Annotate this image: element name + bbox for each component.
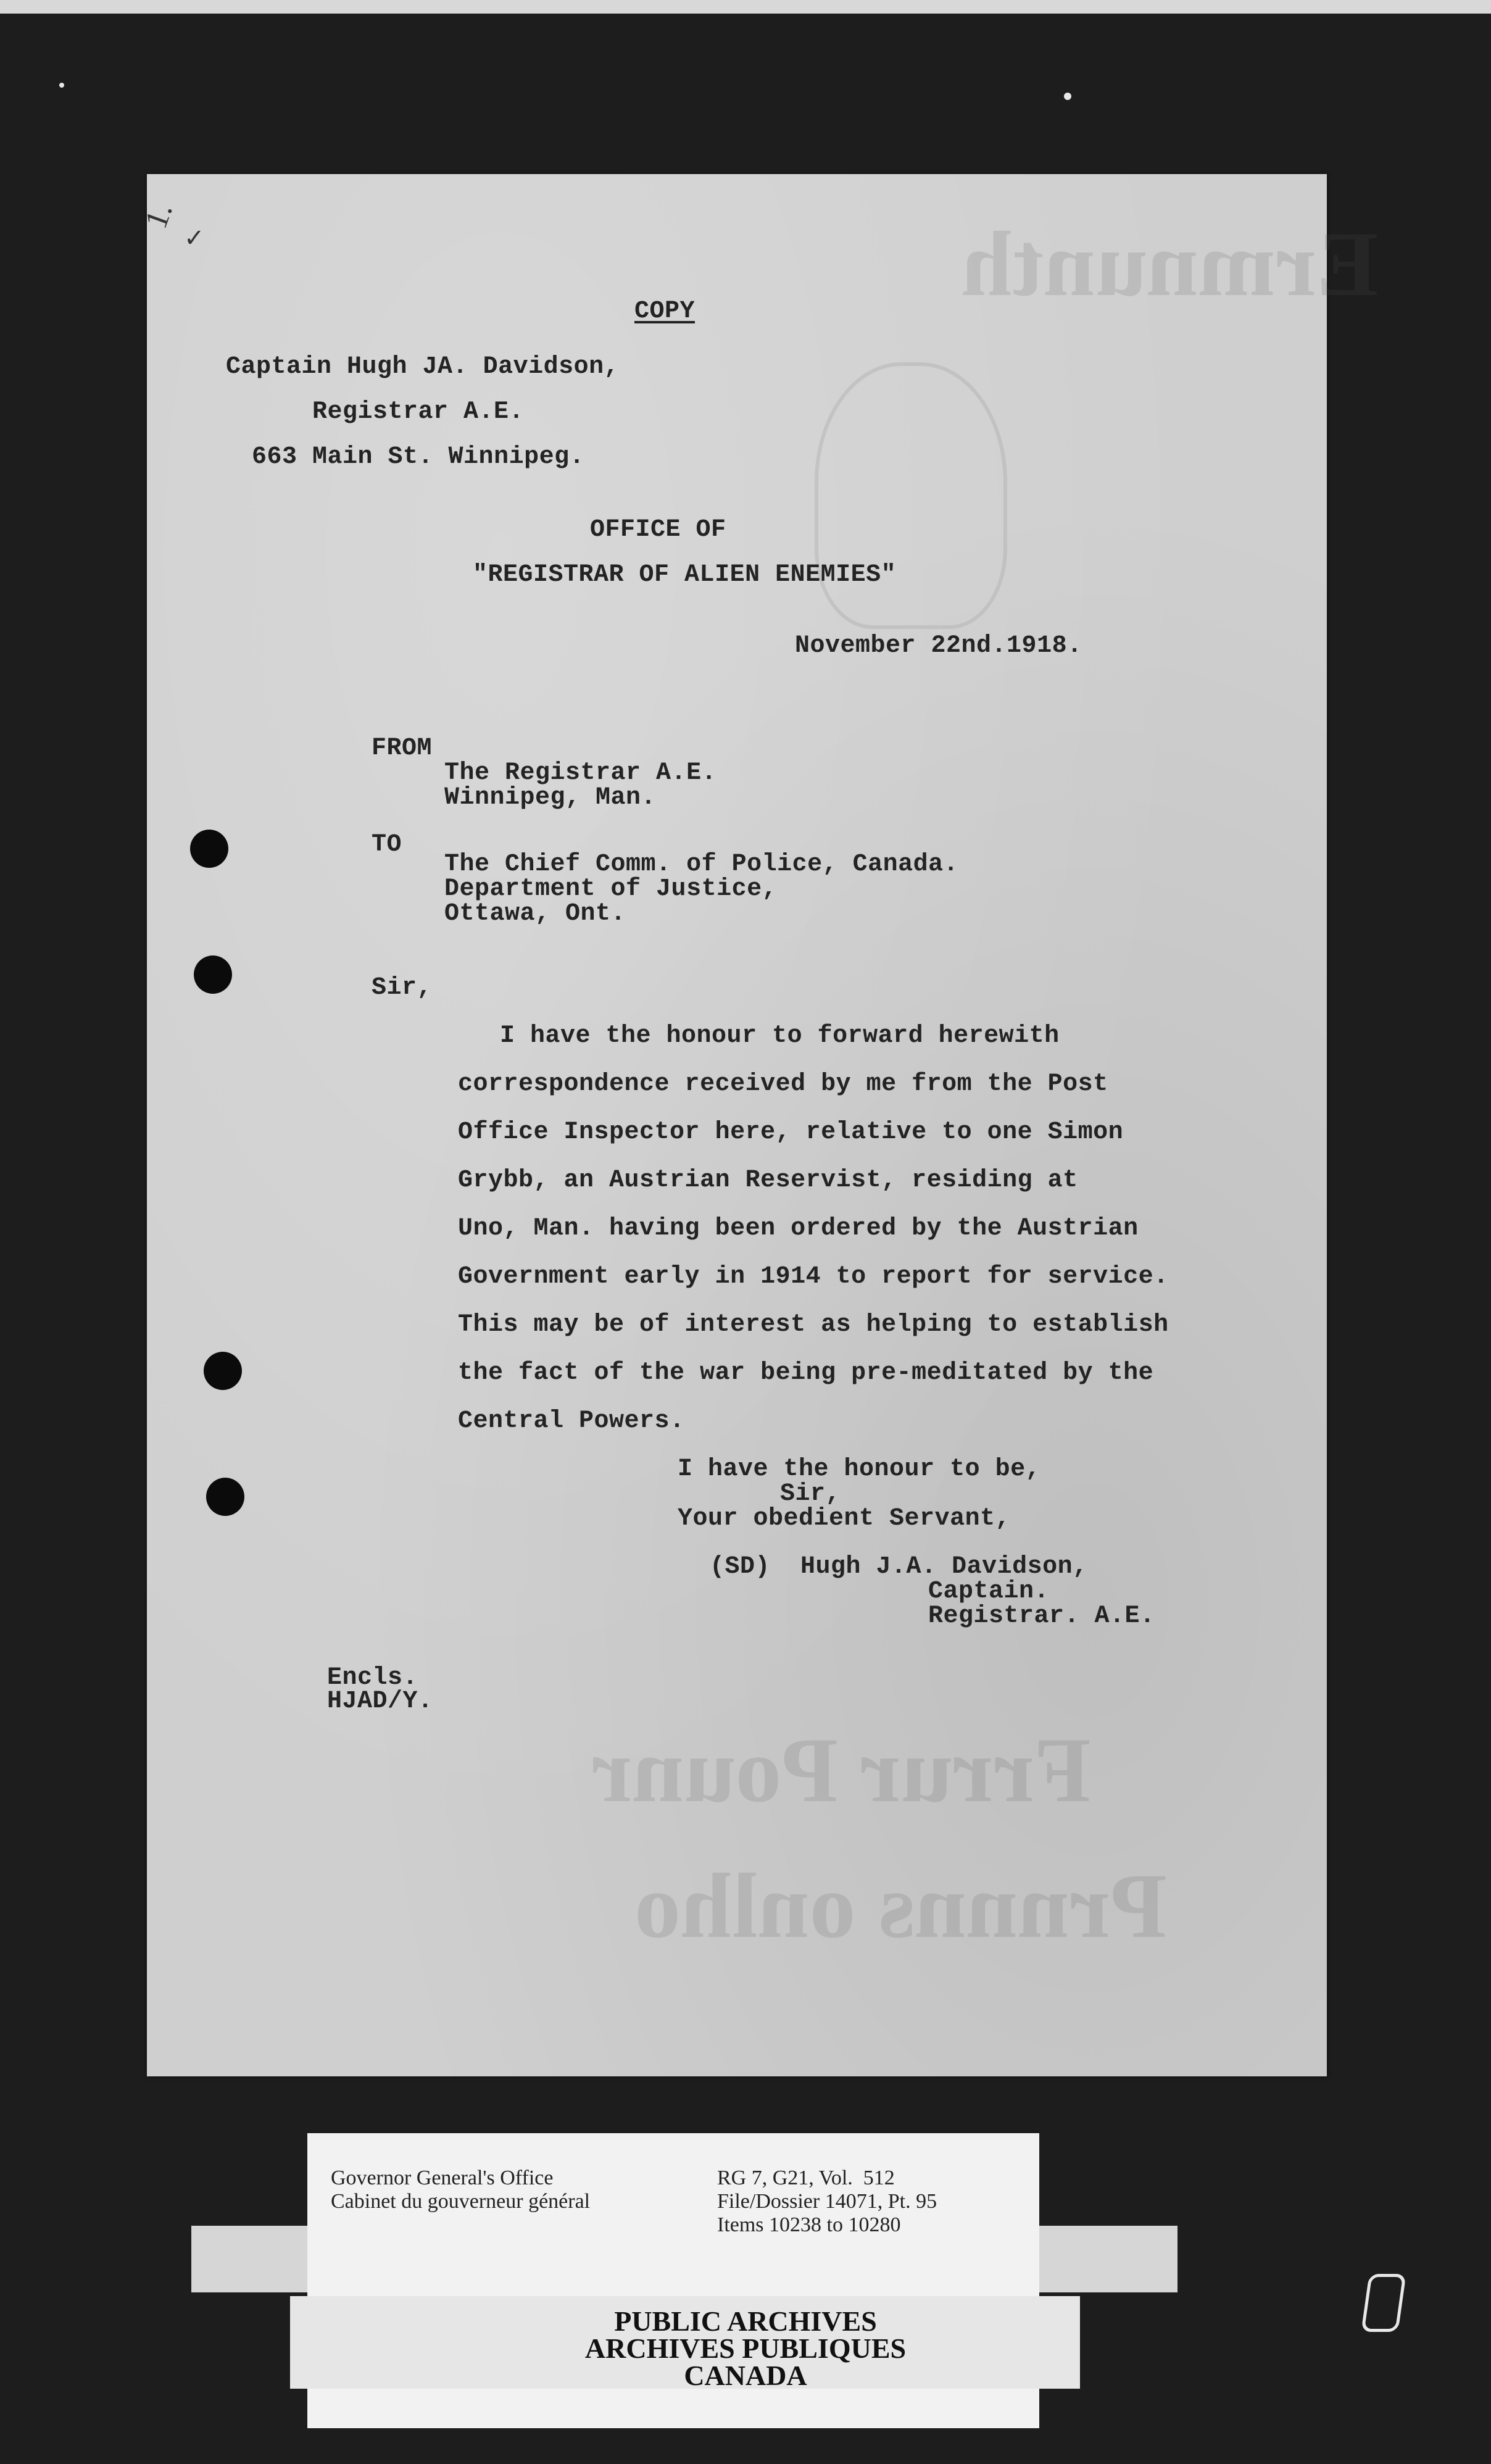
bleed-through-text: Prnnns onlho [634,1855,1167,1957]
archive-file: File/Dossier 14071, Pt. 95 [717,2190,937,2213]
sender-name: Captain Hugh JA. Davidson, [226,353,620,381]
punch-hole [204,1352,242,1390]
film-speck [1064,93,1071,100]
closing-line-3: Your obedient Servant, [678,1505,1011,1533]
letter-page [138,174,1379,2076]
salutation: Sir, [372,974,433,1002]
body-line: Government early in 1914 to report for service. [458,1263,1169,1291]
signature-line-2: Captain. [928,1578,1050,1605]
punch-hole [194,955,232,994]
body-line: Grybb, an Austrian Reservist, residing at [458,1167,1078,1194]
bleed-through-text: Ermnunth [961,213,1379,315]
from-label: FROM [372,735,433,762]
enclosures: Encls. [327,1664,418,1692]
to-line-3: Ottawa, Ont. [444,900,626,928]
document-title: COPY [634,298,696,325]
office-line-1: OFFICE OF [590,516,726,544]
archive-stamp-line-3: CANADA [684,2360,807,2391]
body-line: Office Inspector here, relative to one Simon [458,1118,1124,1146]
bleed-through-text: Frrur Pounr [591,1719,1091,1821]
film-edge [0,0,1491,14]
margin-mark: ✓ [184,224,205,252]
punch-hole [206,1478,244,1516]
body-line: I have the honour to forward herewith [500,1022,1060,1050]
archive-stamp-line-1: PUBLIC ARCHIVES [614,2305,877,2337]
closing-line-1: I have the honour to be, [678,1455,1041,1483]
reference-initials: HJAD/Y. [327,1688,433,1715]
to-line-1: The Chief Comm. of Police, Canada. [444,851,959,878]
archive-office-en: Governor General's Office [331,2166,554,2189]
body-line: the fact of the war being pre-meditated by the [458,1359,1154,1387]
signature-line-3: Registrar. A.E. [928,1602,1155,1630]
archive-record-group: RG 7, G21, Vol. 512 [717,2166,895,2189]
from-line-1: The Registrar A.E. [444,759,717,787]
bleed-through-seal [815,362,1007,629]
archive-stamp-line-2: ARCHIVES PUBLIQUES [584,2333,907,2364]
body-line: Central Powers. [458,1407,685,1435]
to-label: TO [372,831,402,859]
letter-date: November 22nd.1918. [795,632,1082,660]
body-line: Uno, Man. having been ordered by the Austrian [458,1215,1139,1242]
signature-line-1: (SD) Hugh J.A. Davidson, [710,1553,1088,1581]
film-speck [59,83,64,88]
body-line: This may be of interest as helping to establish [458,1311,1169,1339]
archive-items: Items 10238 to 10280 [717,2213,901,2236]
from-line-2: Winnipeg, Man. [444,784,657,812]
margin-note: 1. [138,198,180,233]
closing-line-2: Sir, [780,1480,841,1508]
sender-address: 663 Main St. Winnipeg. [252,443,585,471]
sender-role: Registrar A.E. [312,398,525,426]
body-line: correspondence received by me from the Post [458,1070,1108,1098]
office-line-2: "REGISTRAR OF ALIEN ENEMIES" [473,561,897,589]
punch-hole [190,830,228,868]
to-line-2: Department of Justice, [444,875,778,903]
archive-office-fr: Cabinet du gouverneur général [331,2190,591,2213]
